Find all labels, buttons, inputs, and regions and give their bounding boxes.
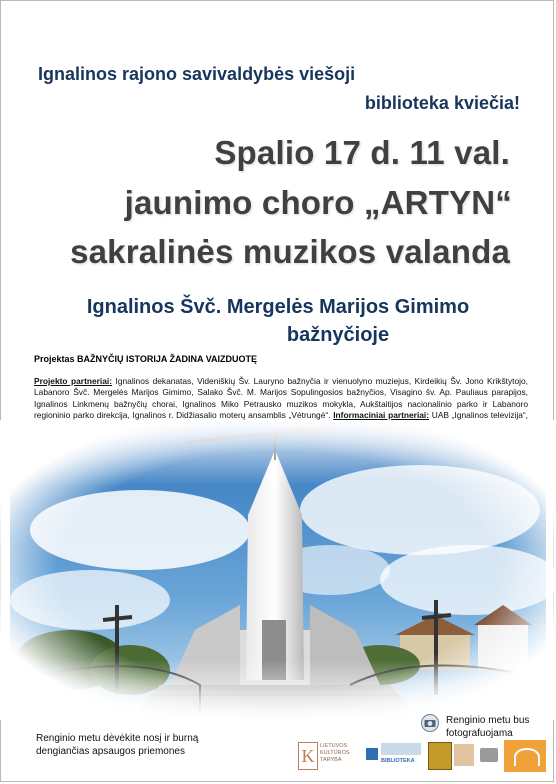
culture-letter: K	[298, 742, 318, 770]
partners-text: Ignalinos dekanatas, Videniškių Šv. Lauryno bažnyčia ir vienuolyno muziejus, Kirdeikių Šv. Jono Krikštytojo, Labanoro Švč. Mergelės Marijos Gimimo, Salako Švč. M. Marijos Sopulingosios bažnyčios, Visagino šv. Ap. Pauliaus parapijos, Ignalinos Linkmenų bažnyčių chorai, Ignalinos Miko Petrausko muzikos mokykla, Aukštaitijos nacionalinio parko ir Labanoro regioninio parko direkcija, Ignalinos r. Didžiasalio moterų ansamblis „Vėtrungė“.	[34, 376, 528, 421]
church-photo	[0, 420, 556, 720]
library-text: BIBLIOTEKA	[381, 758, 415, 764]
partners-label: Projekto partneriai:	[34, 376, 112, 386]
info-partners-text: UAB „Ignalinos televizija“,	[431, 410, 529, 421]
photo-note-line-1: Renginio metu bus	[446, 715, 530, 726]
sponsor-logos	[298, 740, 548, 776]
culture-council-logo	[298, 740, 360, 772]
fourth-logo	[454, 740, 474, 772]
photo-note-line-2: fotografuojama	[446, 728, 513, 739]
third-logo	[428, 740, 450, 772]
project-name: Projektas BAŽNYČIŲ ISTORIJA ŽADINA VAIZDUOTĘ	[34, 354, 258, 364]
event-date-time: Spalio 17 d. 11 val.	[214, 134, 510, 171]
photo-note	[446, 714, 529, 740]
fifth-logo	[478, 740, 500, 772]
event-title: sakralinės muzikos valanda	[70, 233, 510, 270]
library-book-icon	[366, 748, 378, 760]
event-choir: jaunimo choro „ARTYN“	[124, 184, 512, 221]
mask-note-line-1: Renginio metu dėvėkite nosį ir burną	[36, 733, 199, 744]
venue-line-2: bažnyčioje	[286, 324, 390, 346]
culture-council-text: LIETUVOS KULTŪROS TARYBA	[320, 743, 350, 763]
camera-icon	[421, 714, 439, 732]
venue-line-1: Ignalinos Švč. Mergelės Marijos Gimimo	[86, 296, 470, 318]
organizer-line-2: biblioteka kviečia!	[364, 93, 520, 113]
library-logo	[366, 740, 422, 772]
organizer-line-1: Ignalinos rajono savivaldybės viešoji	[38, 64, 356, 84]
mask-note	[36, 732, 198, 758]
sixth-logo	[504, 740, 546, 772]
info-partners-label: Informaciniai partneriai:	[333, 410, 430, 421]
mask-note-line-2: dengiančias apsaugos priemones	[36, 746, 185, 757]
